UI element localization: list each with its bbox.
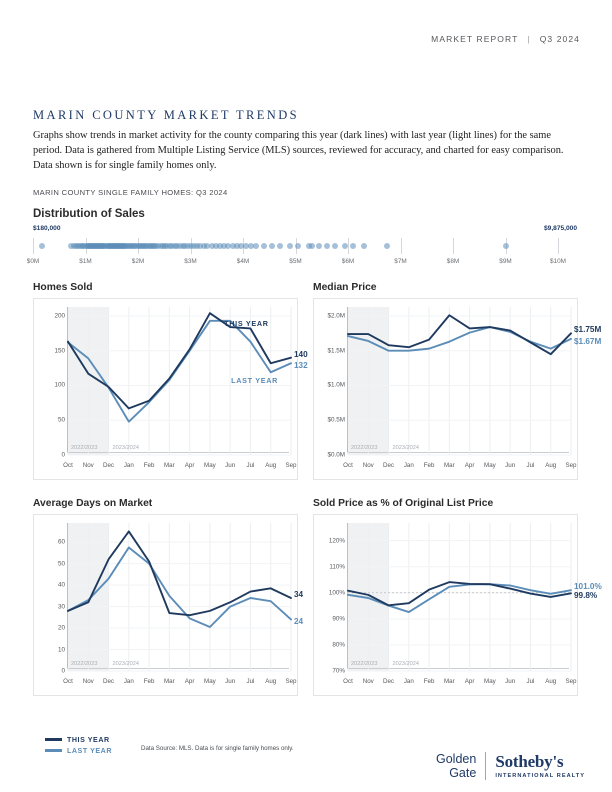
distribution-tick-label: $6M (341, 258, 355, 265)
x-tick-label: Oct (63, 678, 73, 685)
x-tick-label: Apr (464, 678, 475, 685)
y-tick-label: 100 (54, 381, 65, 389)
distribution-tick-label: $7M (394, 258, 407, 265)
distribution-tick-label: $0M (26, 258, 40, 265)
period-tag: 2023/2024 (392, 661, 419, 667)
legend-this-year (45, 734, 112, 745)
chart-canvas (34, 515, 299, 697)
y-tick-label: 10 (57, 646, 65, 654)
page-title: MARIN COUNTY MARKET TRENDS (33, 108, 300, 122)
distribution-dot (309, 243, 315, 249)
x-tick-label: Jun (225, 462, 236, 469)
period-tag: 2022/2023 (71, 661, 98, 667)
x-tick-label: Aug (545, 462, 557, 469)
x-tick-label: Jan (123, 678, 134, 685)
distribution-tick-label: $3M (184, 258, 197, 265)
chart-canvas (314, 299, 579, 481)
distribution-dot (269, 243, 275, 249)
period-tag: 2023/2024 (112, 445, 139, 451)
x-tick-label: Jul (246, 462, 255, 469)
x-tick-label: Sep (565, 678, 577, 685)
y-tick-label: 30 (57, 603, 65, 611)
chart-title: Median Price (313, 282, 377, 293)
y-axis-labels (34, 299, 65, 479)
distribution-tick-label: $2M (131, 258, 145, 265)
y-axis-labels (34, 515, 65, 695)
y-tick-label: $0.0M (327, 451, 345, 459)
y-tick-label: 80% (332, 641, 345, 649)
x-tick-label: Sep (285, 678, 297, 685)
y-axis-labels (314, 515, 345, 695)
document-header (431, 34, 580, 44)
x-tick-label: Jul (246, 678, 255, 685)
series-line-last-year (68, 318, 291, 422)
distribution-x-axis (26, 258, 579, 270)
x-tick-label: Feb (143, 462, 155, 469)
chart-days-on-market (33, 498, 304, 696)
legend-line-this-year (45, 738, 62, 741)
distribution-gridline (558, 238, 559, 254)
data-source-note: Data Source: MLS. Data is for single family homes only. (141, 745, 294, 752)
chart-legend (45, 734, 112, 756)
distribution-dot (253, 243, 259, 249)
section-label: MARIN COUNTY SINGLE FAMILY HOMES: Q3 2024 (33, 188, 228, 197)
header-label: MARKET REPORT (431, 34, 519, 44)
logo-line-1: Golden (436, 752, 477, 766)
x-tick-label: Sep (565, 462, 577, 469)
x-tick-label: Sep (285, 462, 297, 469)
chart-title: Sold Price as % of Original List Price (313, 498, 494, 509)
chart-sold-pct-of-list (313, 498, 602, 696)
x-tick-label: May (484, 462, 496, 469)
x-tick-label: Nov (362, 462, 374, 469)
distribution-dot (324, 243, 330, 249)
intro-paragraph: Graphs show trends in market activity for the county comparing this year (dark lines) with last year (light lines) for the same period. Data is gathered from Multiple Listing Service (MLS) sources, reviewed for accuracy, and charted for easy comparison. Data shown is for single family homes only. (33, 130, 564, 171)
x-tick-label: Dec (383, 678, 395, 685)
legend-label-last-year: LAST YEAR (67, 746, 113, 755)
y-tick-label: 40 (57, 581, 65, 589)
header-separator: | (527, 34, 531, 44)
x-tick-label: Dec (103, 462, 115, 469)
y-tick-label: $2.0M (327, 312, 345, 320)
chart-title: Average Days on Market (33, 498, 153, 509)
y-tick-label: 200 (54, 312, 65, 320)
distribution-dot (295, 243, 301, 249)
end-value-label: 34 (294, 590, 304, 599)
x-tick-label: Mar (444, 462, 455, 469)
series-line-last-year (348, 584, 571, 612)
x-tick-label: May (204, 462, 216, 469)
distribution-tick-label: $10M (550, 258, 566, 265)
y-tick-label: $0.5M (327, 416, 345, 424)
x-tick-label: Mar (164, 462, 175, 469)
logo-line-2: Gate (449, 766, 477, 780)
logo-subtitle: INTERNATIONAL REALTY (495, 773, 585, 779)
x-tick-label: Dec (383, 462, 395, 469)
chart-title: Homes Sold (33, 282, 93, 293)
x-tick-label: Mar (444, 678, 455, 685)
y-tick-label: 0 (61, 667, 65, 675)
y-tick-label: $1.5M (327, 347, 345, 355)
distribution-dot (503, 243, 509, 249)
distribution-title: Distribution of Sales (33, 208, 145, 220)
distribution-max-label: $9,875,000 (543, 225, 577, 232)
y-tick-label: 150 (54, 347, 65, 355)
distribution-dot (332, 243, 338, 249)
distribution-plot (33, 226, 579, 254)
distribution-tick-label: $1M (79, 258, 92, 265)
distribution-tick-label: $8M (446, 258, 460, 265)
distribution-of-sales (26, 208, 579, 270)
x-tick-label: Feb (143, 678, 155, 685)
x-tick-label: Apr (184, 462, 195, 469)
x-axis-labels (63, 462, 297, 472)
period-tag: 2023/2024 (112, 661, 139, 667)
period-tag: 2022/2023 (351, 661, 378, 667)
x-axis-labels (63, 678, 297, 688)
end-value-label: 24 (294, 617, 304, 627)
x-tick-label: Jan (403, 678, 414, 685)
y-tick-label: 50 (57, 416, 65, 424)
distribution-dot (316, 243, 322, 249)
end-value-label: 140 (294, 349, 308, 359)
end-value-label: $1.75M (574, 325, 602, 335)
distribution-dot (39, 243, 45, 249)
distribution-dot (277, 243, 283, 249)
logo-sothebys (486, 753, 585, 779)
y-tick-label: 70% (332, 667, 345, 675)
charts-grid (33, 282, 602, 696)
end-value-label: 132 (294, 361, 308, 371)
x-tick-label: Nov (362, 678, 374, 685)
distribution-dot (384, 243, 390, 249)
chart-canvas (314, 515, 579, 697)
distribution-gridline (33, 238, 34, 254)
x-tick-label: Jun (505, 462, 516, 469)
distribution-gridline (453, 238, 454, 254)
x-tick-label: Oct (63, 462, 73, 469)
logo-brand-text: Sotheby's (495, 752, 564, 771)
y-tick-label: 100% (328, 589, 345, 597)
period-tag: 2023/2024 (392, 445, 419, 451)
y-tick-label: 50 (57, 560, 65, 568)
x-tick-label: Aug (265, 462, 277, 469)
x-tick-label: Jan (403, 462, 414, 469)
logo-golden-gate (436, 752, 485, 780)
x-tick-label: Mar (164, 678, 175, 685)
legend-label-this-year: THIS YEAR (67, 735, 110, 744)
x-tick-label: Apr (464, 462, 475, 469)
x-tick-label: Apr (184, 678, 195, 685)
distribution-tick-label: $4M (236, 258, 250, 265)
chart-plot (33, 298, 308, 480)
chart-median-price (313, 282, 602, 480)
legend-last-year (45, 745, 112, 756)
brand-logo (436, 752, 585, 780)
x-axis-labels (343, 462, 577, 472)
x-tick-label: Jun (225, 678, 236, 685)
x-tick-label: Jun (505, 678, 516, 685)
chart-plot (33, 514, 304, 696)
distribution-gridline (348, 238, 349, 254)
end-value-label: 101.0% (574, 582, 602, 592)
chart-homes-sold (33, 282, 308, 480)
distribution-dot (361, 243, 367, 249)
y-tick-label: 90% (332, 615, 345, 623)
x-tick-label: Oct (343, 678, 353, 685)
x-axis-labels (343, 678, 577, 688)
chart-plot (313, 514, 602, 696)
y-axis-labels (314, 299, 345, 479)
distribution-dots (33, 238, 579, 256)
legend-line-last-year (45, 749, 62, 752)
series-annotation-last-year: LAST YEAR (231, 375, 279, 385)
distribution-dot (287, 243, 293, 249)
chart-plot (313, 298, 602, 480)
distribution-dot (350, 243, 356, 249)
x-tick-label: Dec (103, 678, 115, 685)
y-tick-label: 120% (328, 537, 345, 545)
x-tick-label: May (204, 678, 216, 685)
y-tick-label: 60 (57, 538, 65, 546)
x-tick-label: Aug (265, 678, 277, 685)
x-tick-label: Feb (423, 462, 435, 469)
series-line-this-year (68, 531, 291, 615)
y-tick-label: 20 (57, 624, 65, 632)
period-tag: 2022/2023 (351, 445, 378, 451)
distribution-gridline (401, 238, 402, 254)
series-line-last-year (68, 548, 291, 627)
y-tick-label: 0 (61, 451, 65, 459)
distribution-dot (261, 243, 267, 249)
distribution-tick-label: $5M (289, 258, 302, 265)
y-tick-label: 110% (329, 563, 345, 571)
x-tick-label: Nov (82, 678, 94, 685)
x-tick-label: Aug (545, 678, 557, 685)
header-period: Q3 2024 (539, 34, 580, 44)
x-tick-label: Oct (343, 462, 353, 469)
x-tick-label: Jan (123, 462, 134, 469)
x-tick-label: Jul (526, 462, 535, 469)
x-tick-label: Jul (526, 678, 535, 685)
title-block (33, 108, 581, 173)
period-tag: 2022/2023 (71, 445, 98, 451)
end-value-label: $1.67M (574, 336, 602, 346)
distribution-min-label: $180,000 (33, 225, 61, 232)
distribution-tick-label: $9M (499, 258, 512, 265)
end-value-label: 99.8% (574, 591, 598, 601)
x-tick-label: Nov (82, 462, 94, 469)
x-tick-label: May (484, 678, 496, 685)
x-tick-label: Feb (423, 678, 435, 685)
y-tick-label: $1.0M (327, 381, 345, 389)
series-annotation-this-year: THIS YEAR (224, 318, 269, 328)
